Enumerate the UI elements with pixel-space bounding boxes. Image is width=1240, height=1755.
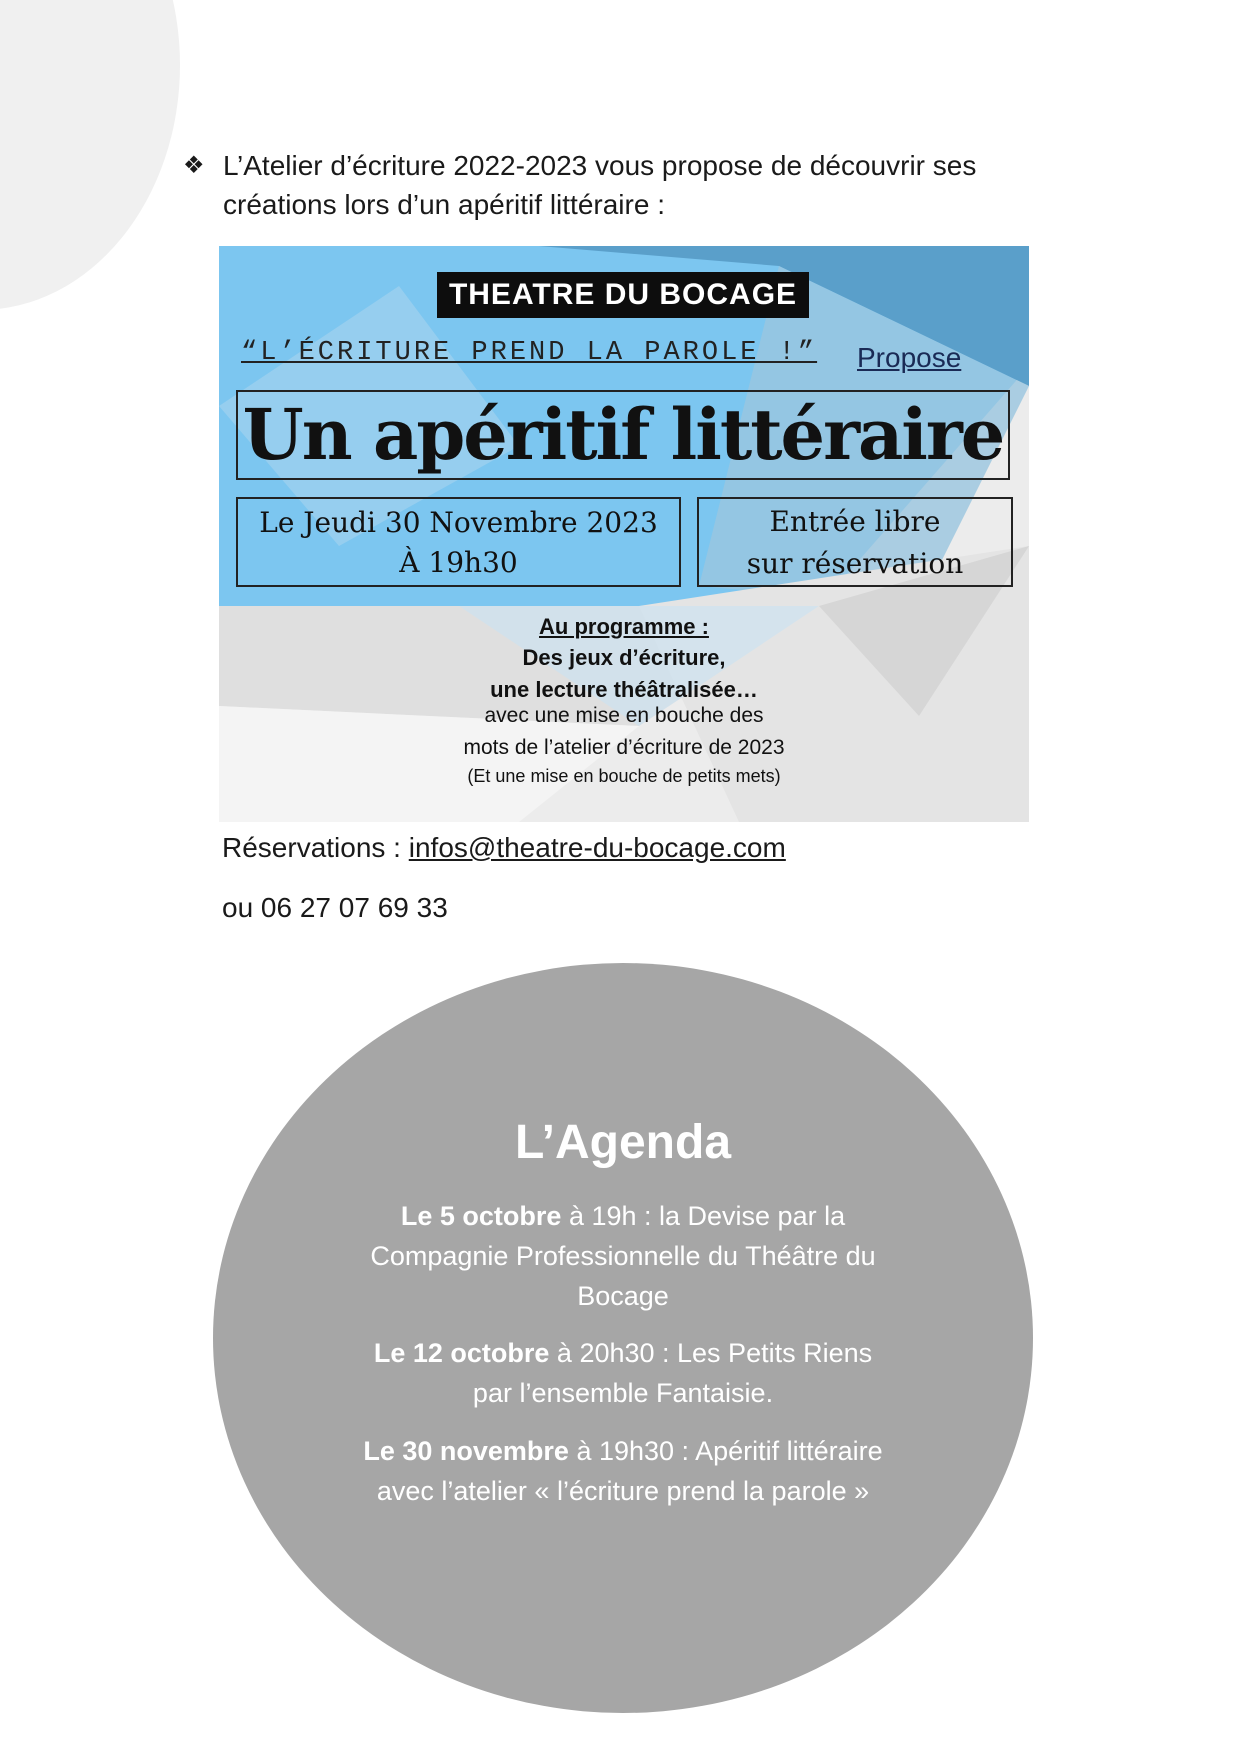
poster-entry-box [697,497,1013,587]
poster-date: Le Jeudi 30 Novembre 2023 [259,506,658,539]
program-item-reading: une lecture théâtralisée… [490,677,758,702]
theatre-brand-label: THEATRE DU BOCAGE [437,272,809,318]
program-heading: Au programme : [539,614,709,639]
agenda-event-detail: à 20h30 : Les Petits Riens par l’ensemble Fantaisie. [472,1338,873,1408]
program-line: avec une mise en bouche des [484,704,764,727]
agenda-circle [213,963,1033,1713]
poster-time: À 19h30 [399,546,518,579]
agenda-event [353,1333,893,1413]
reservations-email-link[interactable]: infos@theatre-du-bocage.com [408,832,786,863]
agenda-title: L’Agenda [514,1116,732,1169]
reservations-phone: ou 06 27 07 69 33 [222,892,448,923]
decorative-corner-circle [0,0,180,310]
agenda-event [353,1431,893,1511]
poster-date-box [236,497,681,587]
poster-propose: Propose [857,342,962,373]
reservations-label: Réservations : [222,832,409,863]
poster-entry-free: Entrée libre [769,505,941,538]
agenda-event-date: Le 12 octobre [373,1338,550,1368]
diamond-bullet-icon: ❖ [183,152,205,179]
event-poster [219,246,1029,822]
poster-entry-reservation: sur réservation [746,547,964,580]
agenda-event [353,1196,893,1316]
poster-title: Un apéritif littéraire [236,390,1010,480]
program-note: (Et une mise en bouche de petits mets) [467,766,781,786]
agenda-event-date: Le 5 octobre [400,1201,562,1231]
program-item-writing-games: Des jeux d’écriture, [522,645,726,670]
agenda-event-detail: à 19h : la Devise par la Compagnie Professionnelle du Théâtre du Bocage [370,1201,876,1311]
intro-paragraph [183,146,1043,224]
program-line: mots de l’atelier d’écriture de 2023 [463,736,785,759]
agenda-event-detail: à 19h30 : Apéritif littéraire avec l’atelier « l’écriture prend la parole » [376,1436,883,1506]
agenda-event-date: Le 30 novembre [363,1436,569,1466]
poster-slogan: “L’ÉCRITURE PREND LA PAROLE !” [241,338,818,368]
reservations-line [222,832,786,864]
intro-text: L’Atelier d’écriture 2022-2023 vous propose de découvrir ses créations lors d’un apéritif littéraire : [223,150,977,220]
